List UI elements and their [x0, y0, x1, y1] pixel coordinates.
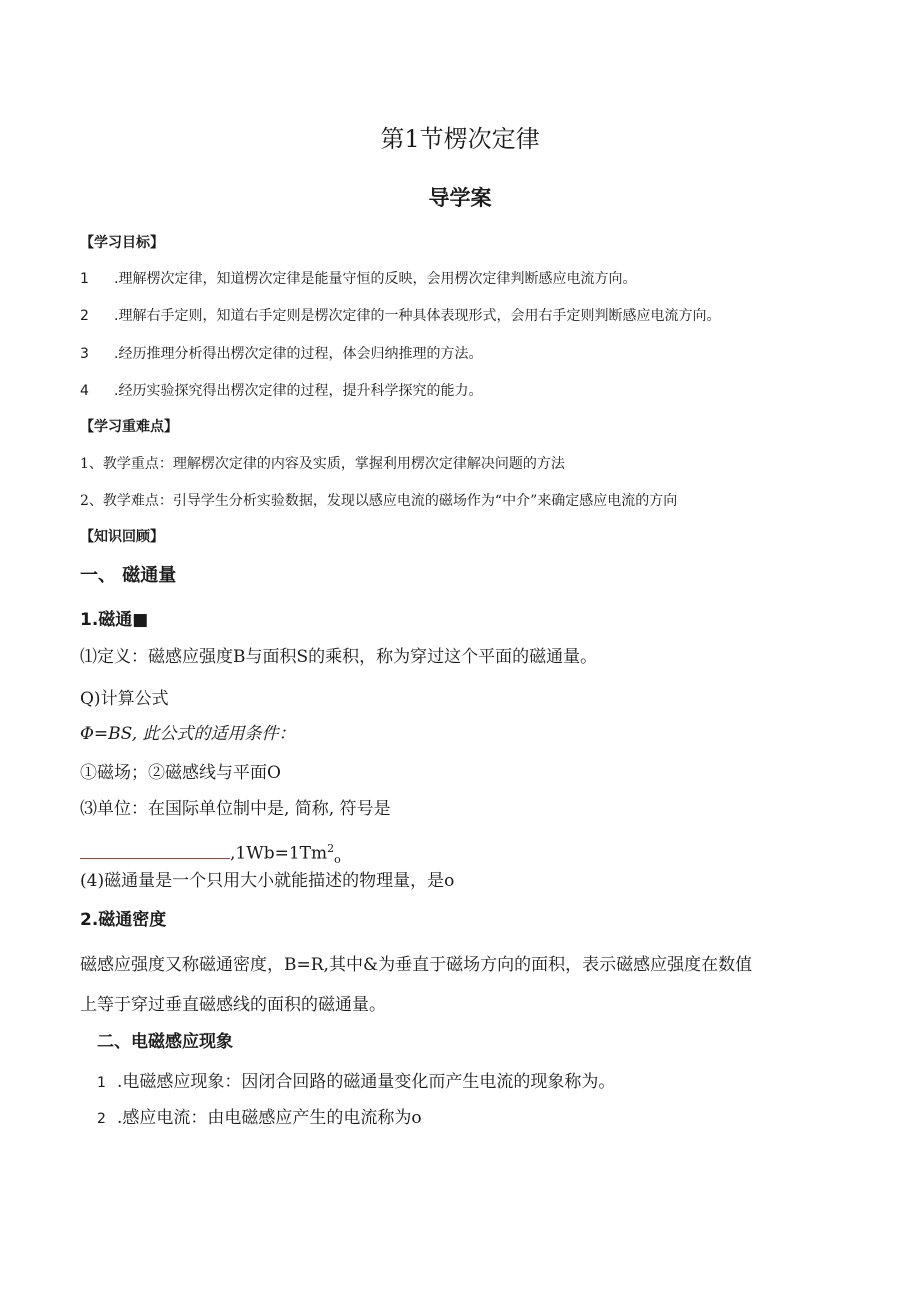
unit-superscript: 2 [327, 842, 335, 855]
objective-item [80, 343, 482, 365]
induction-text: .电磁感应现象：因闭合回路的磁通量变化而产生电流的现象称为。 [117, 1072, 616, 1092]
formula-line: Φ=BS, 此公式的适用条件： [80, 724, 296, 744]
objective-number: 2 [80, 308, 89, 324]
objective-item [80, 305, 720, 327]
objectives-heading: 【学习目标】 [80, 235, 164, 251]
unit-line-tail: ,1Wb=1Tm [230, 843, 328, 864]
page-subtitle: 导学案 [428, 186, 492, 210]
subsection-heading-flux: 1.磁通■ [80, 610, 149, 630]
objective-text: .理解右手定则，知道右手定则是楞次定律的一种具体表现形式，会用右手定则判断感应电流方向。 [114, 308, 721, 324]
objective-number: 4 [80, 383, 89, 399]
page-title: 第1节楞次定律 [380, 125, 540, 153]
subsection-heading-density: 2.磁通密度 [80, 910, 167, 930]
density-paragraph-line: 上等于穿过垂直磁感线的面积的磁通量。 [80, 995, 386, 1015]
definition-line: ⑴定义：磁感应强度B与面积S的乘积，称为穿过这个平面的磁通量。 [80, 647, 598, 667]
keypoint-item: 1、教学重点：理解楞次定律的内容及实质，掌握利用楞次定律解决问题的方法 [80, 456, 565, 472]
objective-text: .理解楞次定律，知道楞次定律是能量守恒的反映，会用楞次定律判断感应电流方向。 [114, 271, 637, 287]
density-paragraph-line: 磁感应强度又称磁通密度，B=R,其中&为垂直于磁场方向的面积，表示磁感应强度在数值 [80, 955, 753, 975]
objective-text: .经历推理分析得出楞次定律的过程，体会归纳推理的方法。 [114, 346, 483, 362]
objective-item [80, 380, 482, 402]
objective-number: 1 [80, 271, 89, 287]
scalar-line: (4)磁通量是一个只用大小就能描述的物理量，是o [80, 871, 455, 891]
induction-item [97, 1104, 422, 1133]
induction-number: 1 [97, 1075, 106, 1091]
induction-text: .感应电流：由电磁感应产生的电流称为o [117, 1108, 422, 1128]
objective-text: .经历实验探究得出楞次定律的过程，提升科学探究的能力。 [114, 383, 483, 399]
keypoint-item: 2、教学难点：引导学生分析实验数据，发现以感应电流的磁场作为“中介”来确定感应电流的方向 [80, 493, 678, 509]
induction-number: 2 [97, 1111, 106, 1127]
formula-heading: Q)计算公式 [80, 689, 169, 709]
section-heading-flux: 一、 磁通量 [80, 565, 177, 586]
objective-item [80, 268, 636, 290]
answer-blank [80, 840, 230, 859]
review-heading: 【知识回顾】 [80, 529, 164, 545]
unit-subscript: o [334, 853, 341, 867]
induction-item [97, 1068, 615, 1097]
condition-line: ①磁场；②磁感线与平面O [80, 763, 281, 783]
unit-line: ⑶单位：在国际单位制中是, 简称, 符号是 [80, 799, 391, 819]
keypoints-heading: 【学习重难点】 [80, 419, 178, 435]
section-heading-induction: 二、电磁感应现象 [97, 1032, 233, 1052]
objective-number: 3 [80, 346, 89, 362]
